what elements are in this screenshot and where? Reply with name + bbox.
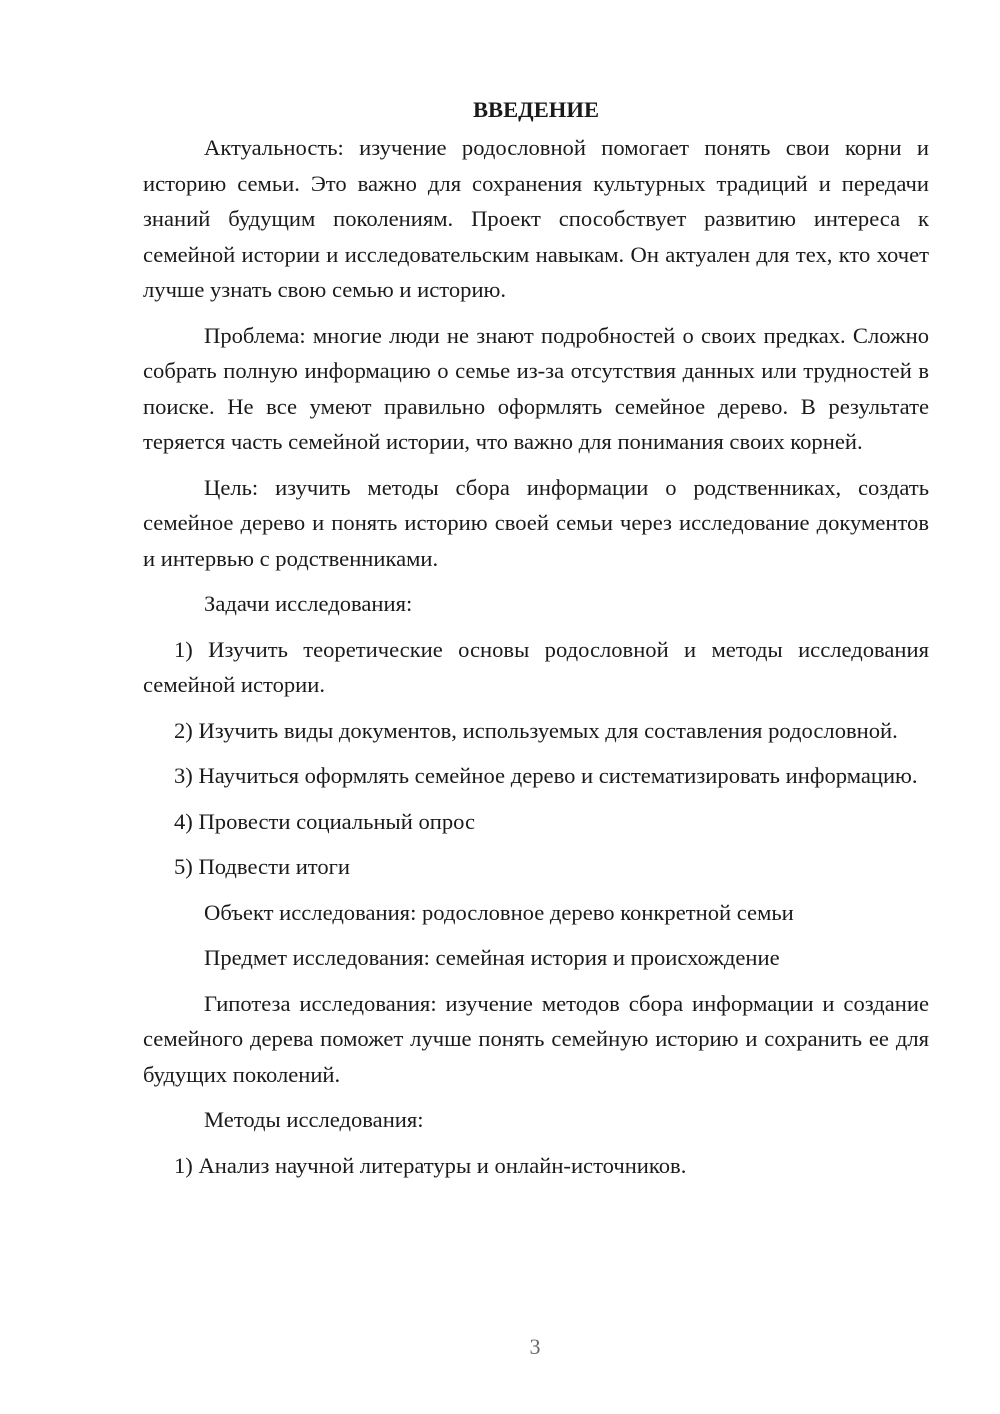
relevance-paragraph: Актуальность: изучение родословной помогает понять свои корни и историю семьи. Это важно для сохранения культурных традиций и передачи знаний будущим поколениям. Проект способствует развитию интереса к семейной истории и исследовательским навыкам. Он актуален для тех, кто хочет лучше узнать свою семью и историю. <box>143 135 929 302</box>
hypothesis-paragraph: Гипотеза исследования: изучение методов сбора информации и создание семейного дерева поможет лучше понять семейную историю и сохранить ее для будущих поколений. <box>143 990 929 1087</box>
methods-heading: Методы исследования: <box>204 1107 424 1132</box>
method-item-1: 1) Анализ научной литературы и онлайн-источников. <box>174 1152 687 1178</box>
page-number: 3 <box>529 1334 541 1359</box>
research-object: Объект исследования: родословное дерево конкретной семьи <box>204 899 794 925</box>
problem-paragraph: Проблема: многие люди не знают подробностей о своих предках. Сложно собрать полную информацию о семье из-за отсутствия данных или трудностей в поиске. Не все умеют правильно оформлять семейное дерево. В результате теряется часть семейной истории, что важно для понимания своих корней. <box>143 322 929 454</box>
task-item-5: 5) Подвести итоги <box>174 854 351 879</box>
task-item-4: 4) Провести социальный опрос <box>174 808 476 834</box>
task-item-3: 3) Научиться оформлять семейное дерево и систематизировать информацию. <box>174 763 918 788</box>
goal-paragraph: Цель: изучить методы сбора информации о родственниках, создать семейное дерево и понять историю своей семьи через исследование документов и интервью с родственниками. <box>143 474 929 571</box>
page-title: ВВЕДЕНИЕ <box>472 97 600 122</box>
research-subject: Предмет исследования: семейная история и происхождение <box>204 945 780 970</box>
tasks-heading: Задачи исследования: <box>204 591 413 616</box>
page-content <box>143 92 929 1193</box>
task-item-2: 2) Изучить виды документов, используемых для составления родословной. <box>174 717 898 743</box>
task-item-1: 1) Изучить теоретические основы родословной и методы исследования семейной истории. <box>143 636 929 697</box>
